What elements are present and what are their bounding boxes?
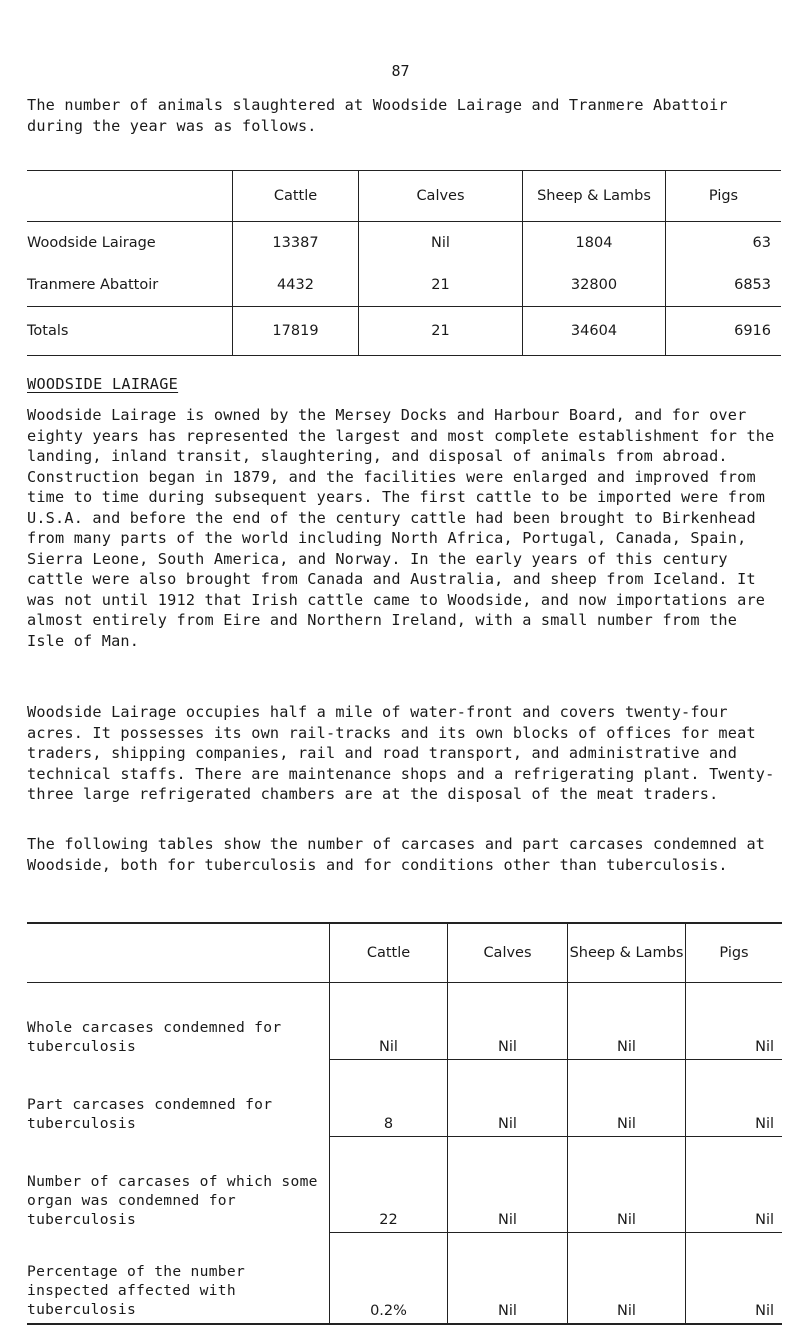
header-blank [27, 171, 233, 222]
tables-intro-paragraph: The following tables show the number of carcases and part carcases condemned at Woodside, both for tuberculosis and for conditions other than tuberculosis. [27, 835, 766, 874]
cell-cattle: 22 [330, 1137, 448, 1233]
cell-cattle: 0.2% [330, 1233, 448, 1324]
cell-sheep: 32800 [523, 264, 666, 307]
table-row [27, 1137, 782, 1233]
cell-sheep: Nil [568, 1060, 686, 1137]
section-heading: WOODSIDE LAIRAGE [27, 375, 179, 393]
header-calves: Calves [359, 171, 523, 222]
table-row [27, 1233, 782, 1324]
cell-cattle: 8 [330, 1060, 448, 1137]
row-label: Part carcases condemned for tuberculosis [27, 1095, 273, 1132]
totals-label: Totals [27, 307, 233, 356]
cell-sheep: Nil [568, 1233, 686, 1324]
cell-sheep: Nil [568, 1137, 686, 1233]
table-header-row [27, 171, 781, 222]
row-label: Number of carcases of which some organ was condemned for tuberculosis [27, 1172, 318, 1228]
cell-calves: Nil [359, 222, 523, 265]
table-header-row [27, 923, 782, 983]
cell-pigs: Nil [686, 1060, 783, 1137]
cell-calves: 21 [359, 264, 523, 307]
cell-pigs: 63 [666, 222, 782, 265]
row-label: Percentage of the number inspected affected with tuberculosis [27, 1233, 330, 1324]
row-label: Tranmere Abattoir [27, 264, 233, 307]
header-cattle: Cattle [233, 171, 359, 222]
total-pigs: 6916 [666, 307, 782, 356]
cell-pigs: Nil [686, 983, 783, 1060]
cell-cattle: 4432 [233, 264, 359, 307]
table-row [27, 1060, 782, 1137]
row-label: Woodside Lairage [27, 235, 156, 251]
header-calves: Calves [448, 923, 568, 983]
cell-calves: Nil [448, 1233, 568, 1324]
cell-sheep: Nil [568, 983, 686, 1060]
header-sheep-lambs: Sheep & Lambs [568, 923, 686, 983]
total-calves: 21 [359, 307, 523, 356]
total-sheep: 34604 [523, 307, 666, 356]
cell-calves: Nil [448, 983, 568, 1060]
table-row [27, 264, 781, 307]
cell-pigs: Nil [686, 1137, 783, 1233]
condemned-table [27, 922, 782, 1325]
table-row [27, 983, 782, 1060]
cell-pigs: Nil [686, 1233, 783, 1324]
table-row [27, 222, 781, 265]
row-label: Whole carcases condemned for tuberculosis [27, 1018, 282, 1055]
cell-calves: Nil [448, 1137, 568, 1233]
cell-cattle: 13387 [233, 222, 359, 265]
slaughter-table [27, 170, 781, 356]
cell-cattle: Nil [330, 983, 448, 1060]
total-cattle: 17819 [233, 307, 359, 356]
facilities-paragraph: Woodside Lairage occupies half a mile of water-front and covers twenty-four acres. It possesses its own rail-tracks and its own blocks of offices for meat traders, shipping companies, rail and road transport, and administrative and technical staffs. There are maintenance shops and a refrigerating plant. Twenty-three large refrigerated chambers are at the disposal of the meat traders. [27, 703, 775, 803]
header-blank [27, 923, 330, 983]
page-number: 87 [391, 62, 410, 80]
intro-paragraph: The number of animals slaughtered at Woodside Lairage and Tranmere Abattoir during the year was as follows. [27, 96, 728, 135]
cell-pigs: 6853 [666, 264, 782, 307]
cell-sheep: 1804 [523, 222, 666, 265]
header-pigs: Pigs [666, 171, 782, 222]
header-sheep-lambs: Sheep & Lambs [523, 171, 666, 222]
cell-calves: Nil [448, 1060, 568, 1137]
header-cattle: Cattle [330, 923, 448, 983]
header-pigs: Pigs [686, 923, 783, 983]
totals-row [27, 307, 781, 356]
history-paragraph: Woodside Lairage is owned by the Mersey Docks and Harbour Board, and for over eighty years has represented the largest and most complete establishment for the landing, inland transit, slaughtering, and disposal of animals from abroad. Construction began in 1879, and the facilities were enlarged and improved from time to time during subsequent years. The first cattle to be imported were from U.S.A. and before the end of the century cattle had been brought to Birkenhead from many parts of the world including North Africa, Portugal, Canada, Spain, Sierra Leone, South America, and Norway. In the early years of this century cattle were also brought from Canada and Australia, and sheep from Iceland. It was not until 1912 that Irish cattle came to Woodside, and now importations are almost entirely from Eire and Northern Ireland, with a small number from the Isle of Man. [27, 406, 775, 650]
